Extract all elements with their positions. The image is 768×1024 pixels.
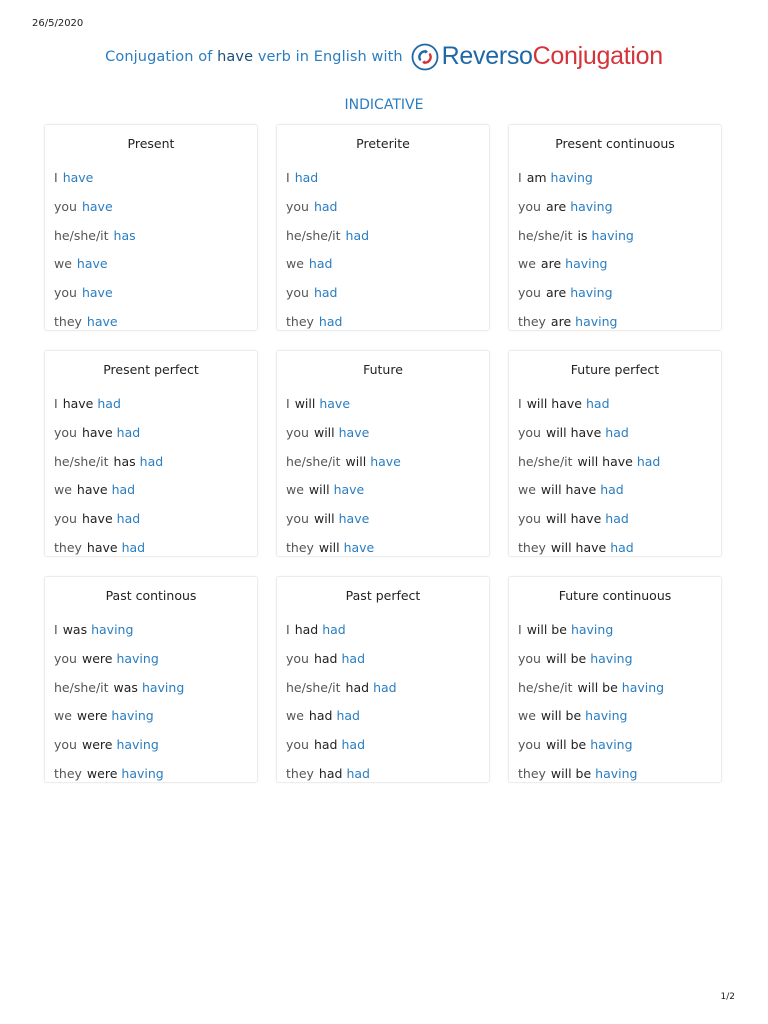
pronoun: he/she/it — [286, 453, 341, 469]
conjugation-row — [277, 390, 489, 419]
pronoun: I — [518, 396, 522, 411]
pronoun: you — [518, 424, 541, 440]
auxiliary: was — [62, 622, 88, 637]
pronoun: I — [518, 622, 522, 637]
pronoun: you — [54, 198, 77, 214]
conjugation-row — [45, 222, 257, 251]
conjugation-row — [277, 645, 489, 674]
tense-card — [276, 576, 490, 783]
conjugation-list — [45, 390, 257, 563]
pronoun: you — [518, 650, 541, 666]
conjugation-row — [277, 279, 489, 308]
verb-form[interactable]: had — [121, 539, 146, 555]
verb-form[interactable]: had — [322, 622, 346, 637]
conjugation-row — [45, 476, 257, 505]
verb-form[interactable]: had — [318, 313, 343, 329]
conjugation-row — [509, 505, 721, 534]
conjugation-row — [45, 390, 257, 419]
auxiliary: have — [76, 482, 108, 498]
pronoun: we — [54, 482, 72, 498]
auxiliary: will — [313, 424, 335, 440]
tense-title: Past perfect — [345, 588, 421, 603]
page-title — [105, 49, 403, 65]
conjugation-row — [45, 419, 257, 448]
pronoun: they — [286, 313, 314, 329]
verb-form[interactable]: had — [313, 285, 338, 301]
pronoun: I — [54, 170, 58, 185]
auxiliary: am — [526, 170, 547, 185]
pronoun: I — [286, 170, 290, 185]
verb-form[interactable]: having — [141, 679, 185, 695]
auxiliary: are — [545, 285, 567, 301]
verb-form[interactable]: having — [590, 650, 633, 666]
verb-form[interactable]: having — [570, 285, 613, 301]
pronoun: you — [286, 511, 309, 527]
pronoun: you — [518, 285, 541, 301]
conjugation-row — [45, 645, 257, 674]
verb-form[interactable]: have — [81, 198, 113, 214]
verb-form[interactable]: had — [345, 227, 370, 243]
conjugation-row — [277, 419, 489, 448]
pronoun: he/she/it — [286, 679, 341, 695]
reverso-logo-icon — [411, 43, 439, 71]
auxiliary: are — [545, 198, 567, 214]
pronoun: we — [286, 256, 304, 272]
pronoun: we — [286, 482, 304, 498]
verb-form[interactable]: have — [338, 511, 370, 527]
print-date: 26/5/2020 — [32, 18, 84, 29]
tense-title: Present perfect — [103, 362, 199, 377]
conjugation-row — [277, 534, 489, 563]
pronoun: he/she/it — [518, 453, 573, 469]
verb-form[interactable]: having — [565, 256, 608, 272]
auxiliary: will have — [540, 482, 597, 498]
pronoun: I — [54, 396, 58, 411]
tense-title: Past continous — [105, 588, 197, 603]
verb-form[interactable]: have — [338, 424, 370, 440]
conjugation-row — [45, 702, 257, 731]
auxiliary: had — [313, 650, 338, 666]
pronoun: you — [518, 511, 541, 527]
conjugation-row — [509, 279, 721, 308]
verb-form[interactable]: having — [121, 765, 164, 781]
verb-form[interactable]: have — [319, 396, 351, 411]
conjugation-list — [45, 616, 257, 789]
mood-heading: INDICATIVE — [344, 97, 424, 113]
tense-title: Present continuous — [555, 136, 675, 151]
verb-form[interactable]: have — [76, 256, 108, 272]
logo-reverso-text: Reverso — [441, 42, 533, 70]
page-header — [0, 42, 768, 71]
verb-form[interactable]: have — [370, 453, 401, 469]
auxiliary: will have — [550, 539, 607, 555]
verb-form[interactable]: having — [116, 737, 159, 753]
conjugation-row — [509, 390, 721, 419]
pronoun: they — [54, 313, 82, 329]
pronoun: you — [286, 198, 309, 214]
auxiliary: had — [345, 679, 370, 695]
conjugation-row — [509, 164, 721, 193]
pronoun: you — [54, 424, 77, 440]
auxiliary: have — [81, 511, 113, 527]
auxiliary: have — [62, 396, 94, 411]
conjugation-row — [45, 674, 257, 703]
verb-form[interactable]: had — [116, 511, 141, 527]
pronoun: you — [518, 198, 541, 214]
auxiliary: was — [113, 679, 138, 695]
pronoun: they — [518, 313, 546, 329]
pronoun: I — [54, 622, 58, 637]
auxiliary: will be — [540, 708, 582, 724]
conjugation-row — [277, 308, 489, 337]
pronoun: he/she/it — [54, 679, 109, 695]
verb-form[interactable]: had — [111, 482, 136, 498]
pronoun: he/she/it — [54, 453, 109, 469]
auxiliary: will be — [526, 622, 567, 637]
auxiliary: will have — [526, 396, 582, 411]
pronoun: you — [54, 737, 77, 753]
conjugation-row — [45, 279, 257, 308]
auxiliary: will have — [545, 511, 602, 527]
pronoun: you — [286, 737, 309, 753]
conjugation-row — [45, 193, 257, 222]
pronoun: they — [518, 765, 546, 781]
conjugation-row — [277, 505, 489, 534]
verb-form[interactable]: had — [336, 708, 360, 724]
conjugation-row — [277, 193, 489, 222]
verb-form[interactable]: had — [605, 511, 629, 527]
pronoun: you — [286, 424, 309, 440]
auxiliary: were — [86, 765, 118, 781]
title-verb: have — [217, 48, 254, 65]
verb-form[interactable]: have — [86, 313, 118, 329]
verb-form[interactable]: had — [139, 453, 164, 469]
auxiliary: will have — [577, 453, 633, 469]
pronoun: they — [286, 539, 314, 555]
pronoun: they — [54, 765, 82, 781]
pronoun: he/she/it — [286, 227, 341, 243]
verb-form[interactable]: having — [91, 622, 134, 637]
auxiliary: will — [318, 539, 340, 555]
conjugation-row — [45, 308, 257, 337]
auxiliary: will — [345, 453, 367, 469]
verb-form[interactable]: having — [570, 622, 614, 637]
verb-form[interactable]: having — [111, 708, 154, 724]
tense-title: Present — [127, 136, 175, 151]
verb-form[interactable]: having — [621, 679, 665, 695]
auxiliary: have — [86, 539, 118, 555]
verb-form[interactable]: having — [575, 313, 618, 329]
conjugation-row — [509, 222, 721, 251]
conjugation-row — [509, 476, 721, 505]
verb-form[interactable]: having — [591, 227, 634, 243]
logo-conjugation-text: Conjugation — [532, 42, 663, 70]
tense-title: Future continuous — [558, 588, 672, 603]
conjugation-row — [509, 645, 721, 674]
auxiliary: are — [540, 256, 562, 272]
verb-form[interactable]: had — [116, 424, 141, 440]
page-number: 1/2 — [720, 992, 735, 1002]
auxiliary: are — [550, 313, 572, 329]
auxiliary: will — [313, 511, 335, 527]
title-prefix: Conjugation of — [105, 48, 218, 65]
conjugation-row — [277, 760, 489, 789]
verb-form[interactable]: had — [294, 170, 319, 185]
conjugation-row — [277, 222, 489, 251]
conjugation-row — [509, 760, 721, 789]
verb-form[interactable]: had — [308, 256, 333, 272]
tense-grid — [44, 124, 722, 783]
pronoun: you — [54, 511, 77, 527]
conjugation-row — [277, 476, 489, 505]
conjugation-row — [277, 164, 489, 193]
verb-form[interactable]: had — [97, 396, 121, 411]
pronoun: I — [286, 396, 290, 411]
pronoun: you — [54, 285, 77, 301]
conjugation-list — [509, 390, 721, 563]
conjugation-row — [45, 534, 257, 563]
pronoun: you — [54, 650, 77, 666]
verb-form[interactable]: had — [610, 539, 634, 555]
conjugation-row — [509, 731, 721, 760]
pronoun: we — [54, 708, 72, 724]
tense-card — [44, 576, 258, 783]
auxiliary: will — [308, 482, 330, 498]
auxiliary: is — [577, 227, 588, 243]
conjugation-row — [509, 534, 721, 563]
verb-form[interactable]: have — [81, 285, 113, 301]
reverso-logo[interactable] — [411, 42, 663, 71]
verb-form[interactable]: had — [341, 650, 366, 666]
auxiliary: will be — [577, 679, 618, 695]
auxiliary: had — [308, 708, 333, 724]
conjugation-list — [509, 164, 721, 337]
tense-card — [276, 124, 490, 331]
pronoun: you — [286, 650, 309, 666]
pronoun: we — [54, 256, 72, 272]
auxiliary: had — [313, 737, 338, 753]
pronoun: they — [518, 539, 546, 555]
conjugation-list — [277, 616, 489, 789]
conjugation-row — [277, 250, 489, 279]
verb-form[interactable]: have — [62, 170, 94, 185]
conjugation-list — [509, 616, 721, 789]
conjugation-row — [45, 250, 257, 279]
verb-form[interactable]: having — [595, 765, 638, 781]
tense-card — [44, 124, 258, 331]
verb-form[interactable]: had — [585, 396, 610, 411]
pronoun: he/she/it — [518, 679, 573, 695]
auxiliary: had — [318, 765, 343, 781]
auxiliary: has — [113, 453, 136, 469]
conjugation-list — [277, 164, 489, 337]
conjugation-row — [277, 448, 489, 477]
conjugation-row — [509, 674, 721, 703]
auxiliary: will be — [550, 765, 592, 781]
pronoun: they — [286, 765, 314, 781]
pronoun: we — [518, 256, 536, 272]
auxiliary: have — [81, 424, 113, 440]
pronoun: he/she/it — [518, 227, 573, 243]
conjugation-row — [509, 193, 721, 222]
pronoun: we — [286, 708, 304, 724]
conjugation-row — [509, 616, 721, 645]
auxiliary: will have — [545, 424, 602, 440]
auxiliary: were — [81, 650, 113, 666]
conjugation-row — [277, 674, 489, 703]
tense-card — [508, 124, 722, 331]
conjugation-row — [509, 419, 721, 448]
verb-form[interactable]: have — [343, 539, 375, 555]
pronoun: you — [286, 285, 309, 301]
conjugation-row — [509, 448, 721, 477]
verb-form[interactable]: had — [346, 765, 370, 781]
conjugation-row — [509, 702, 721, 731]
pronoun: we — [518, 482, 536, 498]
conjugation-row — [45, 760, 257, 789]
auxiliary: were — [76, 708, 108, 724]
verb-form[interactable]: had — [605, 424, 629, 440]
pronoun: you — [518, 737, 541, 753]
verb-form[interactable]: having — [590, 737, 633, 753]
verb-form[interactable]: had — [341, 737, 366, 753]
pronoun: I — [286, 622, 290, 637]
auxiliary: will — [294, 396, 316, 411]
verb-form[interactable]: have — [333, 482, 365, 498]
title-suffix: verb in English with — [253, 48, 403, 65]
conjugation-row — [277, 702, 489, 731]
pronoun: they — [54, 539, 82, 555]
verb-form[interactable]: has — [113, 227, 136, 243]
verb-form[interactable]: having — [116, 650, 159, 666]
verb-form[interactable]: having — [585, 708, 628, 724]
tense-title: Preterite — [356, 136, 410, 151]
verb-form[interactable]: had — [373, 679, 397, 695]
tense-card — [508, 350, 722, 557]
conjugation-row — [45, 616, 257, 645]
auxiliary: will be — [545, 650, 587, 666]
verb-form[interactable]: had — [636, 453, 661, 469]
verb-form[interactable]: having — [550, 170, 593, 185]
conjugation-row — [277, 731, 489, 760]
tense-card — [508, 576, 722, 783]
auxiliary: had — [294, 622, 319, 637]
pronoun: we — [518, 708, 536, 724]
conjugation-row — [45, 164, 257, 193]
pronoun: I — [518, 170, 522, 185]
verb-form[interactable]: had — [600, 482, 624, 498]
verb-form[interactable]: having — [570, 198, 613, 214]
verb-form[interactable]: had — [313, 198, 338, 214]
conjugation-list — [45, 164, 257, 337]
tense-card — [276, 350, 490, 557]
tense-card — [44, 350, 258, 557]
conjugation-list — [277, 390, 489, 563]
auxiliary: will be — [545, 737, 587, 753]
conjugation-row — [509, 250, 721, 279]
conjugation-row — [45, 448, 257, 477]
tense-title: Future perfect — [570, 362, 660, 377]
conjugation-row — [509, 308, 721, 337]
pronoun: he/she/it — [54, 227, 109, 243]
conjugation-row — [45, 731, 257, 760]
auxiliary: were — [81, 737, 113, 753]
tense-title: Future — [363, 362, 403, 377]
conjugation-row — [45, 505, 257, 534]
conjugation-row — [277, 616, 489, 645]
